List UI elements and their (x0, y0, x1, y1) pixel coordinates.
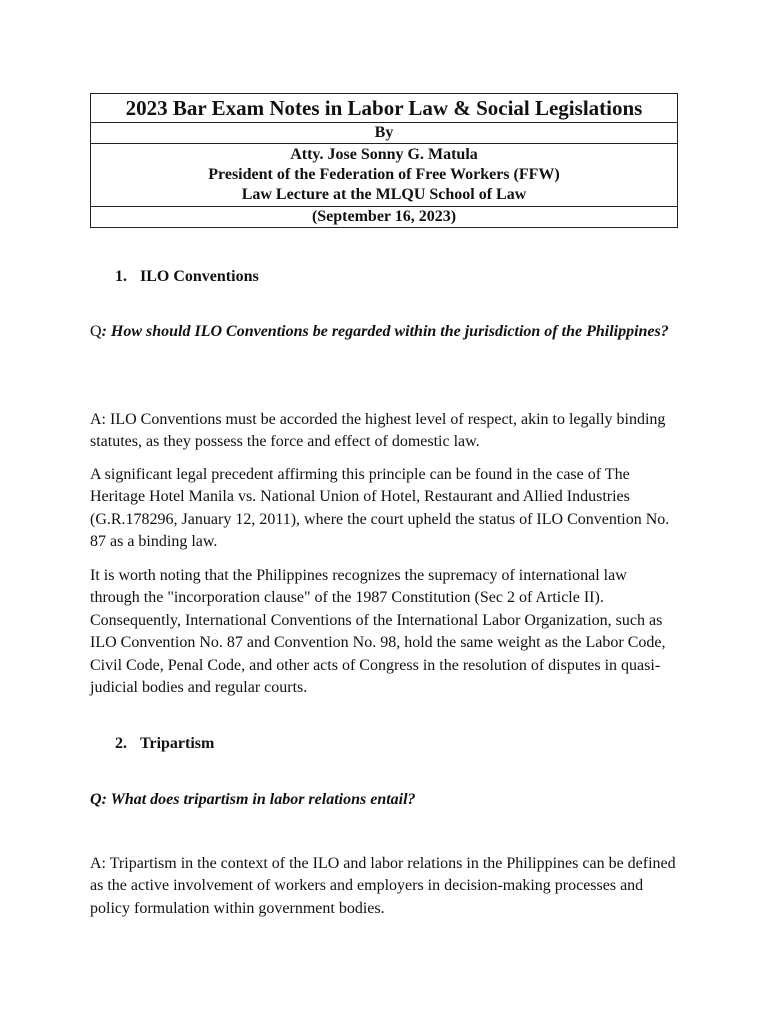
author-block (91, 144, 678, 207)
paragraph-legal-precedent: A significant legal precedent affirming this principle can be found in the case of The Heritage Hotel Manila vs. National Union of Hotel, Restaurant and Allied Industries (G.R.178296, January 12, 2011), where the court upheld the status of ILO Convention No. 87 as a binding law. (90, 466, 670, 551)
paragraph-incorporation-clause: It is worth noting that the Philippines recognizes the supremacy of international law through the "incorporation clause" of the 1987 Constitution (Sec 2 of Article II). Consequently, International Conventions of the International Labor Organization, such as ILO Convention No. 87 and Convention No. 98, hold the same weight as the Labor Code, Civil Code, Penal Code, and other acts of Congress in the resolution of disputes in quasi-judicial bodies and regular courts. (90, 567, 666, 697)
section-heading-ilo-conventions (115, 267, 259, 287)
answer-paragraph: A: ILO Conventions must be accorded the highest level of respect, akin to legally binding statutes, as they possess the force and effect of domestic law. (90, 411, 666, 451)
question-text: : What does tripartism in labor relations entail? (101, 791, 416, 808)
byline: By (91, 123, 678, 144)
document-title: 2023 Bar Exam Notes in Labor Law & Social Legislations (91, 94, 678, 123)
section-heading-tripartism (115, 734, 214, 754)
question-prefix: Q (90, 323, 102, 340)
question-ilo-conventions (90, 321, 680, 343)
author-position: President of the Federation of Free Workers (FFW) (208, 166, 560, 183)
document-date: (September 16, 2023) (91, 207, 678, 228)
question-prefix: Q (90, 791, 102, 808)
author-lecture: Law Lecture at the MLQU School of Law (241, 186, 527, 203)
section-number: 1. (115, 268, 127, 285)
question-tripartism (90, 789, 680, 811)
header-table (90, 93, 678, 228)
question-text: : How should ILO Conventions be regarded within the jurisdiction of the Philippines? (101, 323, 669, 340)
section-title: Tripartism (140, 735, 215, 752)
section-title: ILO Conventions (140, 268, 259, 285)
answer-paragraph: A: Tripartism in the context of the ILO and labor relations in the Philippines can be defined as the active involvement of workers and employers in decision-making processes and policy formulation within government bodies. (90, 855, 676, 917)
author-name: Atty. Jose Sonny G. Matula (290, 146, 478, 163)
section-number: 2. (115, 735, 127, 752)
